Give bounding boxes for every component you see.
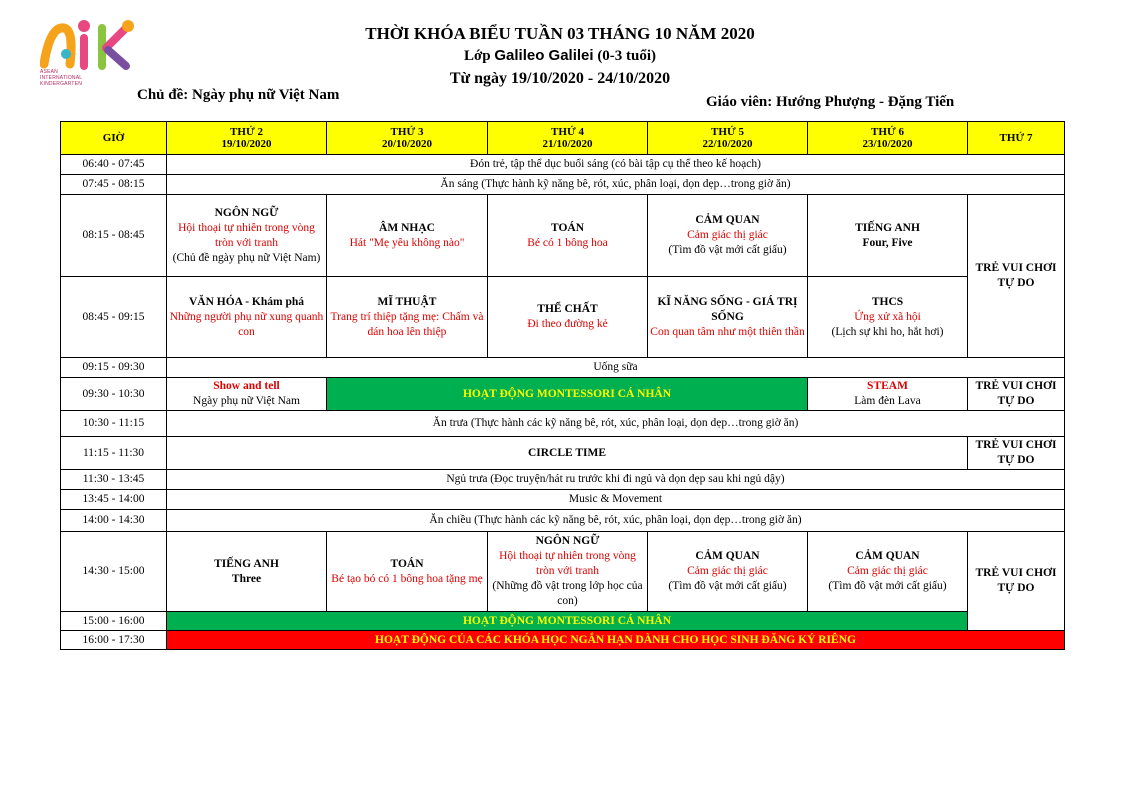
class-age: (0-3 tuổi) [597,48,657,64]
table-row [61,155,1065,175]
table-row [61,411,1065,437]
lesson-cell-fri: CẢM QUAN Cảm giác thị giác (Tìm đồ vật mới cất giấu) [808,532,968,612]
free-play-cell: TRẺ VUI CHƠI TỰ DO [968,437,1065,470]
lesson-cell-thu: CẢM QUAN Cảm giác thị giác (Tìm đồ vật mới cất giấu) [648,532,808,612]
free-play-cell: TRẺ VUI CHƠI TỰ DO [968,378,1065,411]
table-row [61,510,1065,532]
free-play-cell: TRẺ VUI CHƠI TỰ DO [968,195,1065,358]
time-cell: 11:30 - 13:45 [61,470,167,490]
lesson-cell-fri: TIẾNG ANH Four, Five [808,195,968,277]
time-cell: 10:30 - 11:15 [61,411,167,437]
time-cell: 14:00 - 14:30 [61,510,167,532]
table-row [61,490,1065,510]
time-cell: 15:00 - 16:00 [61,612,167,631]
logo-tagline: ASEAN INTERNATIONAL KINDERGARTEN [40,69,83,87]
time-cell: 09:15 - 09:30 [61,358,167,378]
col-time: GIỜ [61,122,167,155]
activity-cell: Ăn sáng (Thực hành kỹ năng bê, rót, xúc, phân loại, dọn dẹp…trong giờ ăn) [167,175,1065,195]
time-cell: 13:45 - 14:00 [61,490,167,510]
circle-time-cell: CIRCLE TIME [167,437,968,470]
col-thu: THỨ 5 22/10/2020 [648,122,808,155]
table-header-row [61,122,1065,155]
lesson-cell-wed: THỂ CHẤT Đi theo đường kẻ [488,277,648,358]
col-wed: THỨ 4 21/10/2020 [488,122,648,155]
time-cell: 07:45 - 08:15 [61,175,167,195]
activity-cell: Music & Movement [167,490,1065,510]
lesson-cell-tue: TOÁN Bé tạo bó có 1 bông hoa tặng mẹ [327,532,488,612]
time-cell: 14:30 - 15:00 [61,532,167,612]
time-cell: 09:30 - 10:30 [61,378,167,411]
lesson-cell-mon: Show and tell Ngày phụ nữ Việt Nam [167,378,327,411]
table-row [61,631,1065,650]
extra-courses-cell: HOẠT ĐỘNG CỦA CÁC KHÓA HỌC NGẮN HẠN DÀNH CHO HỌC SINH ĐĂNG KÝ RIÊNG [167,631,1065,650]
col-sat: THỨ 7 [968,122,1065,155]
table-row [61,612,1065,631]
lesson-cell-thu: KĨ NĂNG SỐNG - GIÁ TRỊ SỐNG Con quan tâm như một thiên thần [648,277,808,358]
lesson-cell-fri: THCS Ứng xử xã hội (Lịch sự khi ho, hắt hơi) [808,277,968,358]
col-fri: THỨ 6 23/10/2020 [808,122,968,155]
lesson-cell-tue: ÂM NHẠC Hát "Mẹ yêu không nào" [327,195,488,277]
lesson-cell-tue: MĨ THUẬT Trang trí thiệp tặng mẹ: Chấm và dán hoa lên thiệp [327,277,488,358]
table-row [61,175,1065,195]
activity-cell: Đón trẻ, tập thể dục buổi sáng (có bài tập cụ thể theo kế hoạch) [167,155,1065,175]
time-cell: 06:40 - 07:45 [61,155,167,175]
time-cell: 08:15 - 08:45 [61,195,167,277]
table-row [61,437,1065,470]
free-play-cell: TRẺ VUI CHƠI TỰ DO [968,532,1065,631]
table-row [61,195,1065,277]
montessori-cell: HOẠT ĐỘNG MONTESSORI CÁ NHÂN [167,612,968,631]
lesson-cell-wed: NGÔN NGỮ Hội thoại tự nhiên trong vòng tròn với tranh (Những đồ vật trong lớp học của con) [488,532,648,612]
table-row [61,277,1065,358]
class-name: Galileo Galilei [494,47,594,64]
topic: Chủ đề: Ngày phụ nữ Việt Nam [137,87,340,103]
time-cell: 08:45 - 09:15 [61,277,167,358]
lesson-cell-wed: TOÁN Bé có 1 bông hoa [488,195,648,277]
time-cell: 11:15 - 11:30 [61,437,167,470]
time-cell: 16:00 - 17:30 [61,631,167,650]
activity-cell: Ăn chiều (Thực hành các kỹ năng bê, rót, xúc, phân loại, dọn dẹp…trong giờ ăn) [167,510,1065,532]
table-row [61,532,1065,612]
teacher: Giáo viên: Hướng Phượng - Đặng Tiến [706,94,955,110]
lesson-cell-fri: STEAM Làm đèn Lava [808,378,968,411]
lesson-cell-thu: CẢM QUAN Cảm giác thị giác (Tìm đồ vật mới cất giấu) [648,195,808,277]
activity-cell: Ngủ trưa (Đọc truyện/hát ru trước khi đi ngủ và dọn dẹp sau khi ngủ dậy) [167,470,1065,490]
lesson-cell-mon: VĂN HÓA - Khám phá Những người phụ nữ xung quanh con [167,277,327,358]
table-row [61,358,1065,378]
montessori-cell: HOẠT ĐỘNG MONTESSORI CÁ NHÂN [327,378,808,411]
date-range: Từ ngày 19/10/2020 - 24/10/2020 [449,70,671,87]
col-tue: THỨ 3 20/10/2020 [327,122,488,155]
activity-cell: Uống sữa [167,358,1065,378]
schedule-table [60,121,1065,650]
table-row [61,470,1065,490]
class-prefix: Lớp [463,48,491,64]
activity-cell: Ăn trưa (Thực hành các kỹ năng bê, rót, xúc, phân loại, dọn dẹp…trong giờ ăn) [167,411,1065,437]
lesson-cell-mon: TIẾNG ANH Three [167,532,327,612]
page-title: THỜI KHÓA BIỂU TUẦN 03 THÁNG 10 NĂM 2020 [365,24,755,43]
lesson-cell-mon: NGÔN NGỮ Hội thoại tự nhiên trong vòng tròn với tranh (Chủ đề ngày phụ nữ Việt Nam) [167,195,327,277]
table-row [61,378,1065,411]
col-mon: THỨ 2 19/10/2020 [167,122,327,155]
class-line [250,47,870,65]
